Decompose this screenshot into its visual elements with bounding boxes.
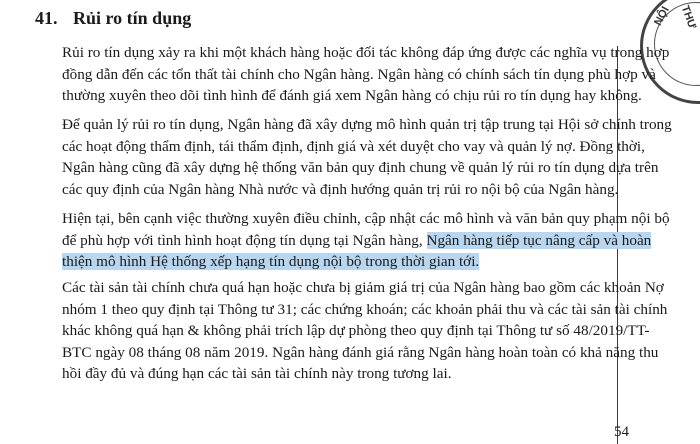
section-title: Rủi ro tín dụng: [73, 8, 192, 28]
highlighted-text: Ngân hàng tiếp tục nâng cấp và hoàn: [426, 231, 652, 249]
paragraph-line: đồng dẫn đến các tổn thất tài chính cho Ngân hàng. Ngân hàng có chính sách tín dụng phù hợp và: [62, 65, 656, 83]
paragraph-line: Hiện tại, bên cạnh việc thường xuyên điều chỉnh, cập nhật các mô hình và văn bản quy phạm nội bộ: [62, 210, 670, 227]
paragraph-line: nhóm 1 theo quy định tại Thông tư 31; các chứng khoán; các khoản phải thu và các tài sản tài chính: [62, 300, 668, 318]
paragraph-financial-assets: [62, 277, 668, 385]
paragraph-line: Ngân hàng cũng đã xây dựng hệ thống văn bản quy định chung về quản lý rủi ro tín dụng dựa trên: [62, 159, 659, 176]
paragraph-line: khác không quá hạn & không phải trích lập dự phòng theo quy định tại Thông tư số 48/2019/TT-: [62, 322, 650, 339]
seal-stamp-text-left: NỘI: [652, 4, 672, 28]
paragraph-credit-risk-management: [62, 114, 672, 200]
paragraph-line: hồi đầy đủ và đúng hạn các tài sản tài chính này trong tương lai.: [62, 365, 452, 382]
section-heading: [35, 8, 191, 29]
paragraph-line: [62, 251, 642, 273]
highlighted-text: thiện mô hình Hệ thống xếp hạng tín dụng nội bộ trong thời gian tới.: [62, 253, 480, 270]
paragraph-line: [62, 230, 652, 252]
paragraph-line: thường xuyên theo dõi tình hình để đánh giá xem Ngân hàng có chịu rủi ro tín dụng hay không.: [62, 87, 642, 104]
seal-stamp-text-right: THƯ: [678, 4, 699, 31]
paragraph-credit-risk-definition: [62, 42, 670, 107]
paragraph-line: các quy định của Ngân hàng Nhà nước và định hướng quản trị rủi ro nội bộ của Ngân hàng.: [62, 180, 619, 198]
paragraph-internal-rating-system: [62, 208, 670, 273]
page-number: 54: [614, 424, 629, 440]
paragraph-line: BTC ngày 08 tháng 08 năm 2019. Ngân hàng đánh giá rằng Ngân hàng hoàn toàn có khả năng thu: [62, 343, 659, 361]
paragraph-line: Để quản lý rủi ro tín dụng, Ngân hàng đã xây dựng mô hình quản trị tập trung tại Hội sở chính trong: [62, 116, 672, 133]
paragraph-line: Các tài sản tài chính chưa quá hạn hoặc chưa bị giảm giá trị của Ngân hàng bao gồm các khoản Nợ: [62, 279, 664, 296]
paragraph-line: Rủi ro tín dụng xảy ra khi một khách hàng hoặc đối tác không đáp ứng được các nghĩa vụ trong hợp: [62, 44, 670, 61]
paragraph-line: các hoạt động thẩm định, tái thẩm định, định giá và xét duyệt cho vay và quản lý nợ. Đồng thời,: [62, 137, 645, 155]
section-number: 41.: [35, 8, 58, 28]
plain-text: để phù hợp với tình hình hoạt động tín dụng tại Ngân hàng,: [62, 231, 427, 249]
